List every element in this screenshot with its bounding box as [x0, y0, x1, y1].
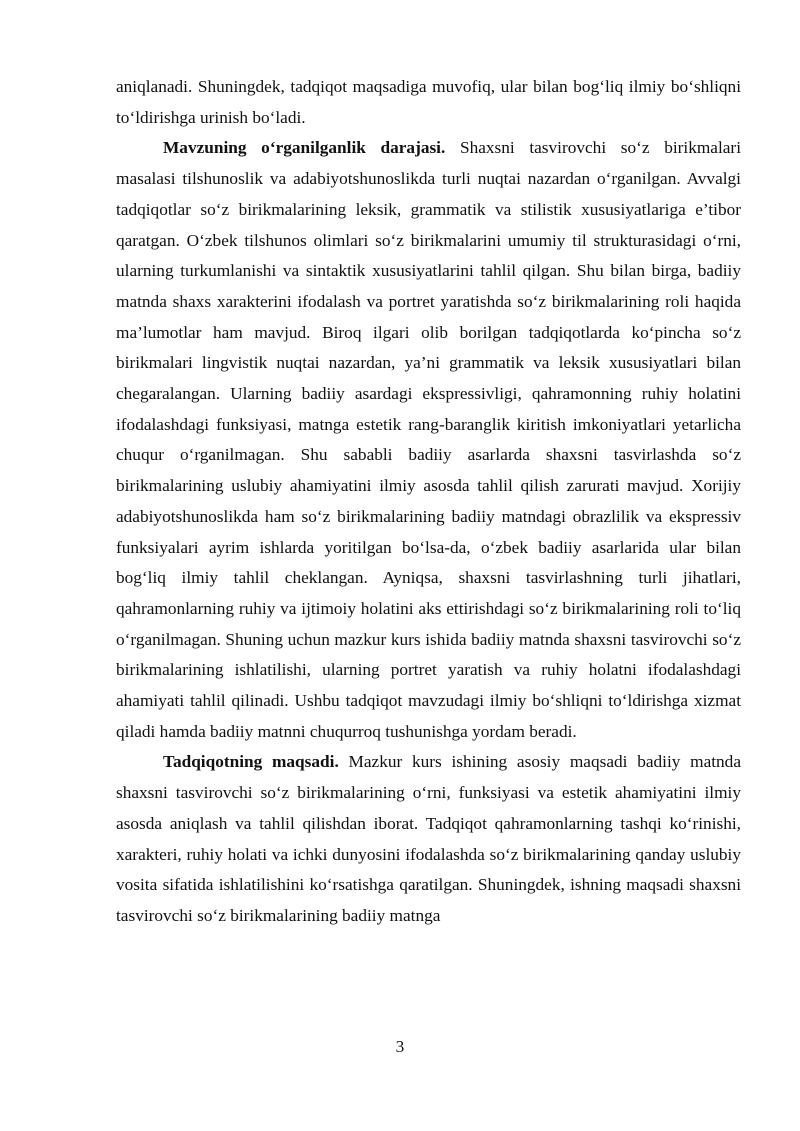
page-number: 3 [395, 1037, 405, 1056]
document-page [116, 72, 741, 932]
paragraph-continuation: aniqlanadi. Shuningdek, tadqiqot maqsadiga muvofiq, ular bilan bog‘liq ilmiy bo‘shliqni to‘ldirishga urinish bo‘ladi. [116, 77, 741, 127]
paragraph-literature-review-text: Shaxsni tasvirovchi so‘z birikmalari masalasi tilshunoslik va adabiyotshunoslikda turli nuqtai nazardan o‘rganilgan. Avvalgi tadqiqotlar so‘z birikmalarining leksik, grammatik va stilistik xususiyatlariga e’tibor qaratgan. O‘zbek tilshunos olimlari so‘z birikmalarini umumiy til strukturasidagi o‘rni, ularning turkumlanishi va sintaktik xususiyatlarini tahlil qilgan. Shu bilan birga, badiiy matnda shaxs xarakterini ifodalash va portret yaratishda so‘z birikmalarining roli haqida ma’lumotlar ham mavjud. Biroq ilgari olib borilgan tadqiqotlarda ko‘pincha so‘z birikmalari lingvistik nuqtai nazardan, ya’ni grammatik va leksik xususiyatlari bilan chegaralangan. Ularning badiiy asardagi ekspressivligi, qahramonning ruhiy holatini ifodalashdagi funksiyasi, matnga estetik rang-baranglik kiritish imkoniyatlari yetarlicha chuqur o‘rganilmagan. Shu sababli badiiy asarlarda shaxsni tasvirlashda so‘z birikmalarining uslubiy ahamiyatini ilmiy asosda tahlil qilish zarurati mavjud. Xorijiy adabiyotshunoslikda ham so‘z birikmalarining badiiy matndagi obrazlilik va ekspressiv funksiyalari ayrim ishlarda yoritilgan bo‘lsa-da, o‘zbek badiiy asarlarida ular bilan bog‘liq ilmiy tahlil cheklangan. Ayniqsa, shaxsni tasvirlashning turli jihatlari, qahramonlarning ruhiy va ijtimoiy holatini aks ettirishdagi so‘z birikmalarining roli to‘liq o‘rganilmagan. Shuning uchun mazkur kurs ishida badiiy matnda shaxsni tasvirovchi so‘z birikmalarining ishlatilishi, ularning portret yaratish va ruhiy holatni ifodalashdagi ahamiyati tahlil qilinadi. Ushbu tadqiqot mavzudagi ilmiy bo‘shliqni to‘ldirishga xizmat qiladi hamda badiiy matnni chuqurroq tushunishga yordam beradi. [116, 138, 741, 741]
section-heading-literature-review: Mavzuning o‘rganilganlik darajasi. [163, 138, 446, 158]
section-heading-research-goal: Tadqiqotning maqsadi. [163, 752, 339, 772]
paragraph-research-goal-text: Mazkur kurs ishining asosiy maqsadi badiiy matnda shaxsni tasvirovchi so‘z birikmalarining o‘rni, funksiyasi va estetik ahamiyatini ilmiy asosda aniqlash va tahlil qilishdan iborat. Tadqiqot qahramonlarning tashqi ko‘rinishi, xarakteri, ruhiy holati va ichki dunyosini ifodalashda so‘z birikmalarining qanday uslubiy vosita sifatida ishlatilishini ko‘rsatishga qaratilgan. Shuningdek, ishning maqsadi shaxsni tasvirovchi so‘z birikmalarining badiiy matnga [116, 752, 741, 925]
paragraph-literature-review [116, 133, 741, 747]
paragraph-research-goal [116, 747, 741, 931]
